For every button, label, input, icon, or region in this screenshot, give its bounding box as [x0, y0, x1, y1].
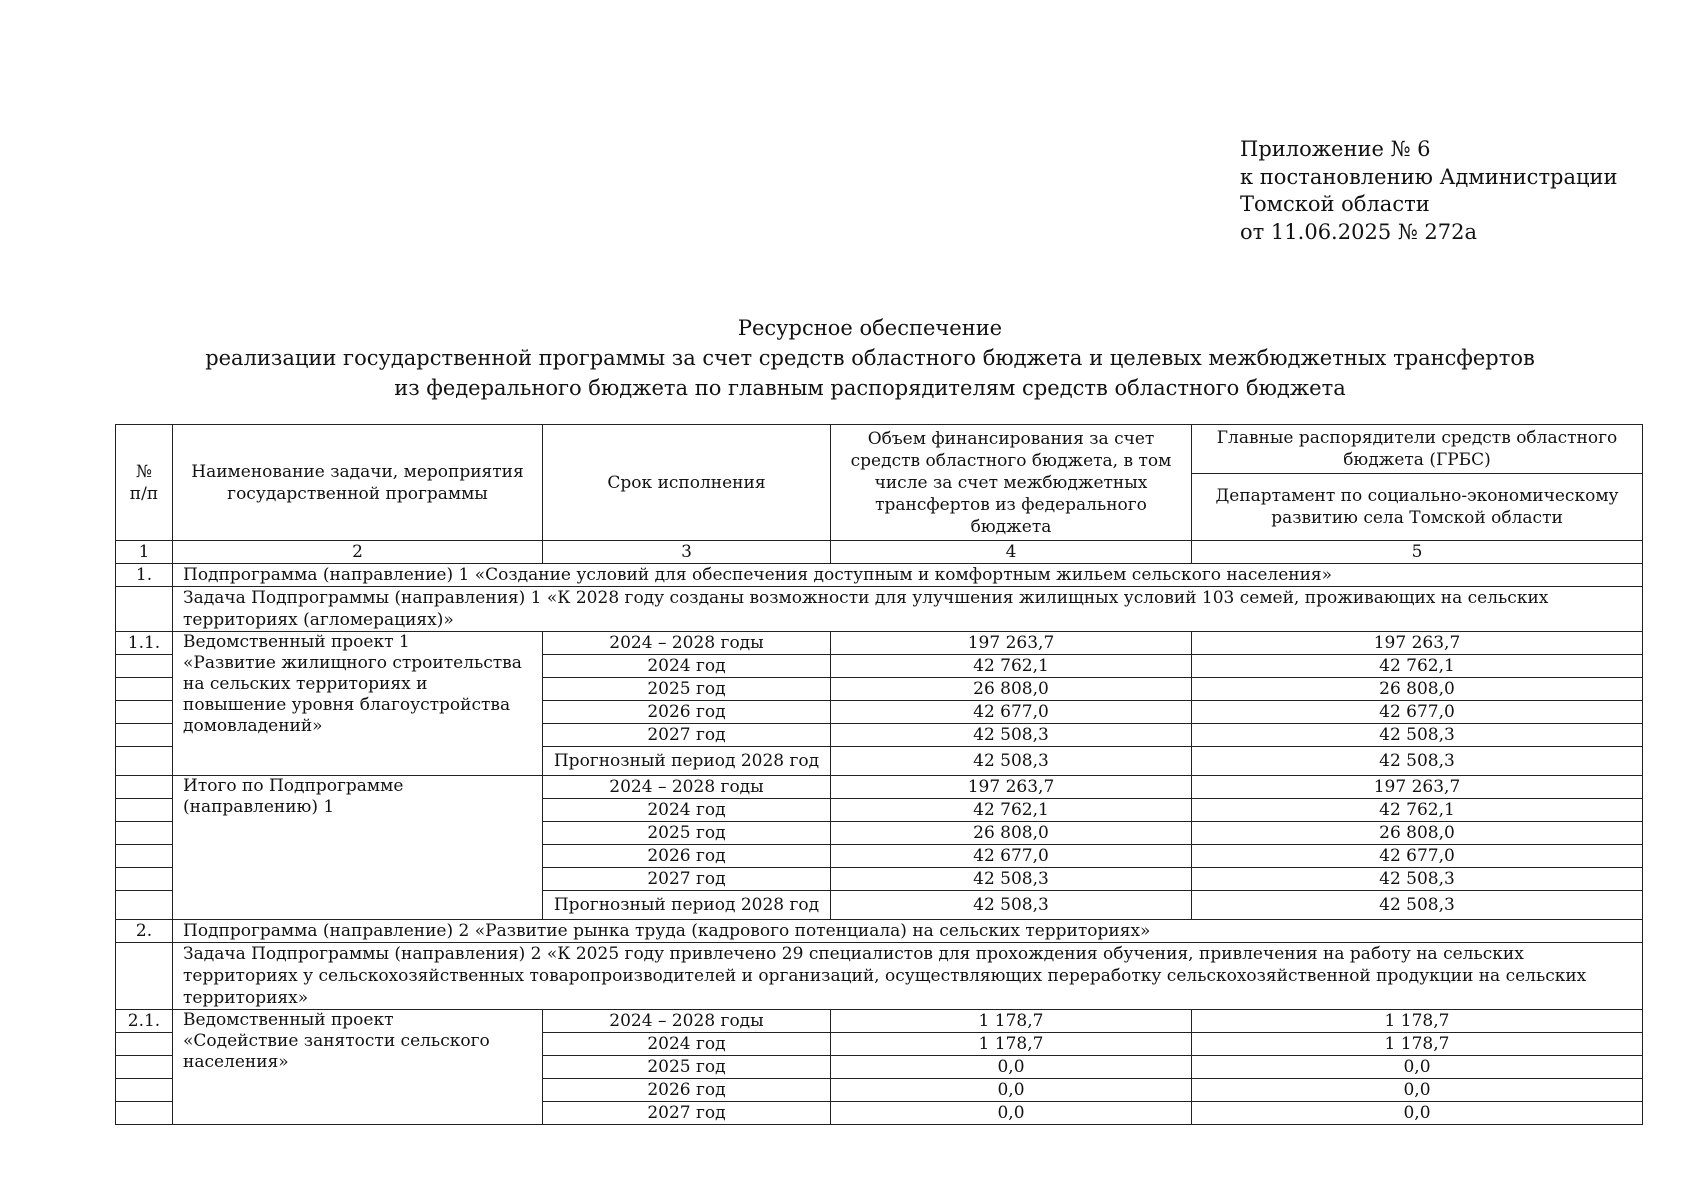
volume-cell: 42 508,3	[831, 747, 1192, 776]
subprogram-title: Подпрограмма (направление) 1 «Создание условий для обеспечения доступным и комфортным жильем сельского населения»	[173, 564, 1643, 587]
subprogram-row	[116, 564, 1643, 587]
task-row	[116, 943, 1643, 1010]
total-name	[173, 776, 543, 920]
term-cell: 2027 год	[543, 724, 831, 747]
volume-cell: 0,0	[831, 1056, 1192, 1079]
col-number: 3	[543, 541, 831, 564]
volume-cell: 197 263,7	[831, 776, 1192, 799]
col-number: 4	[831, 541, 1192, 564]
grbs-cell: 42 508,3	[1192, 724, 1643, 747]
task-text: Задача Подпрограммы (направления) 1 «К 2028 году созданы возможности для улучшения жилищных условий 103 семей, проживающих на сельских территориях (агломерациях)»	[173, 587, 1643, 632]
subprogram-num: 2.	[116, 920, 173, 943]
grbs-cell: 42 677,0	[1192, 701, 1643, 724]
row-num: 1.1.	[116, 632, 173, 655]
volume-cell: 42 762,1	[831, 655, 1192, 678]
volume-cell: 197 263,7	[831, 632, 1192, 655]
grbs-cell: 42 508,3	[1192, 891, 1643, 920]
header-num: № п/п	[116, 425, 173, 541]
subprogram-num: 1.	[116, 564, 173, 587]
row-num	[116, 799, 173, 822]
grbs-cell: 26 808,0	[1192, 678, 1643, 701]
task-row	[116, 587, 1643, 632]
appendix-line: Приложение № 6	[1240, 137, 1431, 161]
grbs-cell: 42 508,3	[1192, 747, 1643, 776]
term-cell: 2026 год	[543, 1079, 831, 1102]
project-name	[173, 1010, 543, 1125]
term-cell: 2024 – 2028 годы	[543, 1010, 831, 1033]
grbs-cell: 42 508,3	[1192, 868, 1643, 891]
row-num	[116, 776, 173, 799]
row-num	[116, 845, 173, 868]
total-name-text: Итого по Подпрограмме (направлению) 1	[183, 776, 404, 817]
row-num	[116, 678, 173, 701]
volume-cell: 1 178,7	[831, 1033, 1192, 1056]
table-row	[116, 1010, 1643, 1033]
volume-cell: 42 677,0	[831, 701, 1192, 724]
volume-cell: 0,0	[831, 1079, 1192, 1102]
grbs-cell: 197 263,7	[1192, 776, 1643, 799]
header-dept: Департамент по социально-экономическому развитию села Томской области	[1192, 474, 1643, 541]
grbs-cell: 1 178,7	[1192, 1010, 1643, 1033]
row-num: 2.1.	[116, 1010, 173, 1033]
grbs-cell: 42 762,1	[1192, 799, 1643, 822]
grbs-cell: 1 178,7	[1192, 1033, 1643, 1056]
appendix-block	[1240, 136, 1618, 246]
header-name: Наименование задачи, мероприятия государственной программы	[173, 425, 543, 541]
header-grbs: Главные распорядители средств областного бюджета (ГРБС)	[1192, 425, 1643, 474]
task-num-cell	[116, 943, 173, 1010]
row-num	[116, 701, 173, 724]
project-name	[173, 632, 543, 776]
document-title	[0, 313, 1698, 403]
term-cell: 2025 год	[543, 1056, 831, 1079]
resource-table	[115, 424, 1643, 1125]
row-num	[116, 747, 173, 776]
appendix-line: к постановлению Администрации	[1240, 164, 1618, 189]
volume-cell: 42 677,0	[831, 845, 1192, 868]
appendix-line: Томской области	[1240, 192, 1430, 216]
volume-cell: 42 762,1	[831, 799, 1192, 822]
grbs-cell: 26 808,0	[1192, 822, 1643, 845]
volume-cell: 42 508,3	[831, 891, 1192, 920]
grbs-cell: 42 762,1	[1192, 655, 1643, 678]
task-num-cell	[116, 587, 173, 632]
grbs-cell: 0,0	[1192, 1056, 1643, 1079]
table-row	[116, 776, 1643, 799]
term-cell: 2026 год	[543, 701, 831, 724]
row-num	[116, 655, 173, 678]
grbs-cell: 197 263,7	[1192, 632, 1643, 655]
volume-cell: 0,0	[831, 1102, 1192, 1125]
term-cell: Прогнозный период 2028 год	[543, 747, 831, 776]
term-cell: 2027 год	[543, 1102, 831, 1125]
term-cell: 2025 год	[543, 822, 831, 845]
subprogram-row	[116, 920, 1643, 943]
row-num	[116, 1056, 173, 1079]
term-cell: 2024 год	[543, 799, 831, 822]
grbs-cell: 42 677,0	[1192, 845, 1643, 868]
row-num	[116, 868, 173, 891]
row-num	[116, 1033, 173, 1056]
subprogram-title: Подпрограмма (направление) 2 «Развитие рынка труда (кадрового потенциала) на сельских территориях»	[173, 920, 1643, 943]
project-name-text: Ведомственный проект 1 «Развитие жилищного строительства на сельских территориях и повышение уровня благоустройства домовладений»	[183, 632, 522, 736]
project-name-text: Ведомственный проект «Содействие занятости сельского населения»	[183, 1010, 490, 1072]
term-cell: 2024 – 2028 годы	[543, 632, 831, 655]
col-number: 5	[1192, 541, 1643, 564]
term-cell: Прогнозный период 2028 год	[543, 891, 831, 920]
term-cell: 2024 год	[543, 655, 831, 678]
grbs-cell: 0,0	[1192, 1079, 1643, 1102]
title-line: реализации государственной программы за счет средств областного бюджета и целевых межбюджетных трансфертов	[205, 346, 1535, 370]
header-term: Срок исполнения	[543, 425, 831, 541]
header-volume: Объем финансирования за счет средств областного бюджета, в том числе за счет межбюджетных трансфертов из федерального бюджета	[831, 425, 1192, 541]
task-text: Задача Подпрограммы (направления) 2 «К 2025 году привлечено 29 специалистов для прохождения обучения, привлечения на работу на сельских территориях у сельскохозяйственных товаропроизводителей и организаций, осуществляющих переработку сельскохозяйственной продукции на сельских территориях»	[173, 943, 1643, 1010]
col-number: 2	[173, 541, 543, 564]
row-num	[116, 1079, 173, 1102]
row-num	[116, 1102, 173, 1125]
row-num	[116, 724, 173, 747]
term-cell: 2027 год	[543, 868, 831, 891]
volume-cell: 1 178,7	[831, 1010, 1192, 1033]
title-line: из федерального бюджета по главным распорядителям средств областного бюджета	[394, 376, 1346, 400]
row-num	[116, 822, 173, 845]
term-cell: 2026 год	[543, 845, 831, 868]
table-row	[116, 632, 1643, 655]
appendix-line: от 11.06.2025 № 272а	[1240, 219, 1477, 244]
term-cell: 2024 – 2028 годы	[543, 776, 831, 799]
volume-cell: 42 508,3	[831, 724, 1192, 747]
volume-cell: 26 808,0	[831, 822, 1192, 845]
volume-cell: 26 808,0	[831, 678, 1192, 701]
row-num	[116, 891, 173, 920]
grbs-cell: 0,0	[1192, 1102, 1643, 1125]
title-line: Ресурсное обеспечение	[737, 316, 1003, 340]
volume-cell: 42 508,3	[831, 868, 1192, 891]
col-number: 1	[116, 541, 173, 564]
term-cell: 2024 год	[543, 1033, 831, 1056]
term-cell: 2025 год	[543, 678, 831, 701]
